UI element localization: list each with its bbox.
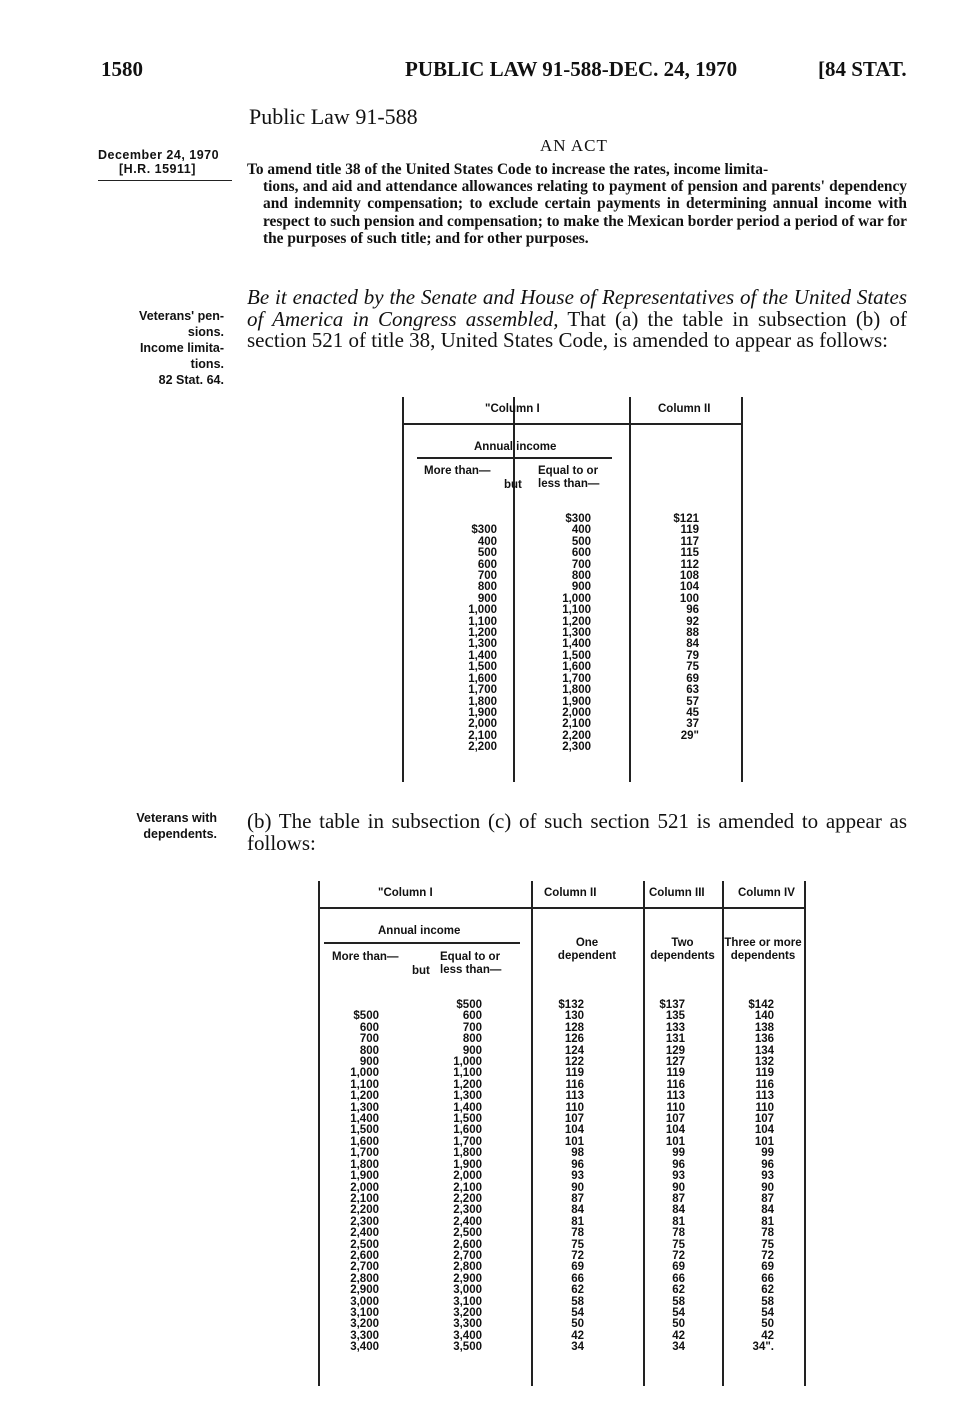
subsection-b: (b) The table in subsection (c) of such section 521 is amended to appear as follows: <box>247 809 907 855</box>
table-a-col-divider-2 <box>629 397 631 782</box>
table-b-two-dependents: Two dependents <box>650 937 715 962</box>
table-b-col1-header: "Column I <box>378 887 433 899</box>
table-b-annual-income: Annual income <box>378 925 461 937</box>
table-a-annual-income: Annual income <box>474 441 557 453</box>
table-b-income-rule <box>324 942 520 944</box>
purpose-continuation: tions, and aid and attendance allowances relating to payment of pension and parents' dependency and indemnity compensation; to exclude certain payments in determining annual income with respect to such pension and compensation; to make the Mexican border period a period of war for the purposes of such title; and for other purposes. <box>263 178 907 247</box>
margin-veterans-dependents: Veterans with dependents. <box>136 811 217 841</box>
enacting-clause <box>247 287 907 352</box>
margin-rule <box>98 180 232 181</box>
table-b-col3-header: Column III <box>649 887 705 899</box>
table-b-more-than: More than— <box>332 951 399 963</box>
table-b-col4-header: Column IV <box>738 887 795 899</box>
table-b-col2-values: $132 130 128 126 124 122 119 116 113 110 107 104 101 98 96 93 90 87 84 81 78 75 72 69 66 62 58 54 50 42 34 <box>558 999 584 1354</box>
table-b-col3-values: $137 135 133 131 129 127 119 116 113 110 107 104 101 99 96 93 90 87 84 81 78 75 72 69 66 62 58 54 50 42 34 <box>659 999 685 1354</box>
table-a-more-than-values: $300 400 500 600 700 800 900 1,000 1,100 1,200 1,300 1,400 1,500 1,600 1,700 1,800 1,900 2,000 2,100 2,200 <box>468 524 497 754</box>
table-b-one-dependent: One dependent <box>557 937 617 962</box>
table-b-col2-header: Column II <box>544 887 597 899</box>
table-b-equal-to: Equal to or less than— <box>440 951 502 976</box>
act-purpose <box>247 161 907 247</box>
table-a-right-border <box>741 397 743 782</box>
table-b-header-rule <box>318 907 806 909</box>
table-b-right-border <box>804 881 806 1386</box>
table-a-col-divider <box>513 397 515 782</box>
table-b <box>318 881 806 1386</box>
running-title: PUBLIC LAW 91-588-DEC. 24, 1970 <box>405 57 738 81</box>
enacting-text: That (a) the table in subsection (b) of section 521 of title 38, United States Code, is amended to appear as follows: <box>247 306 907 352</box>
enacting-italic: Be it enacted by the Senate and House of Representatives of the United States of America in Congress assembled, <box>247 285 907 331</box>
table-b-left-border <box>318 881 320 1386</box>
table-b-but: but <box>412 965 430 977</box>
table-b-three-dependents: Three or more dependents <box>724 937 802 962</box>
table-a-less-than-values: $300 400 500 600 700 800 900 1,000 1,100 1,200 1,300 1,400 1,500 1,600 1,700 1,800 1,900 2,000 2,100 2,200 2,300 <box>562 513 591 754</box>
table-a-but: but <box>504 479 522 491</box>
table-a-more-than: More than— <box>424 465 491 477</box>
margin-veterans-pensions: Veterans' pen- sions. Income limita- tions. 82 Stat. 64. <box>139 309 224 387</box>
table-a-col2-header: Column II <box>658 403 711 415</box>
margin-bill-number: [H.R. 15911] <box>119 162 196 176</box>
page-number: 1580 <box>101 57 143 81</box>
table-a-col1-header: "Column I <box>485 403 540 415</box>
stat-reference: [84 STAT. <box>818 57 907 81</box>
table-a-income-rule <box>417 457 612 459</box>
table-a-header-rule <box>402 423 743 425</box>
table-a <box>402 397 743 782</box>
margin-date: December 24, 1970 <box>98 148 220 162</box>
table-a-equal-to: Equal to or less than— <box>538 465 600 490</box>
table-a-left-border <box>402 397 404 782</box>
table-a-col2-values: $121 119 117 115 112 108 104 100 96 92 88 84 79 75 69 63 57 45 37 29" <box>673 513 699 742</box>
act-label: AN ACT <box>540 136 608 155</box>
purpose-first-line: To amend title 38 of the United States Code to increase the rates, income limita- <box>247 161 769 178</box>
table-b-more-than-values: $500 600 700 800 900 1,000 1,100 1,200 1,300 1,400 1,500 1,600 1,700 1,800 1,900 2,000 2,100 2,200 2,300 2,400 2,500 2,600 2,700 2,800 2,900 3,000 3,100 3,200 3,300 3,400 <box>350 1010 379 1354</box>
table-b-col4-values: $142 140 138 136 134 132 119 116 113 110 107 104 101 99 96 93 90 87 84 81 78 75 72 69 66 62 58 54 50 42 34". <box>748 999 774 1354</box>
law-title: Public Law 91-588 <box>249 104 418 129</box>
table-b-less-than-values: $500 600 700 800 900 1,000 1,100 1,200 1,300 1,400 1,500 1,600 1,700 1,800 1,900 2,000 2,100 2,200 2,300 2,400 2,500 2,600 2,700 2,800 2,900 3,000 3,100 3,200 3,300 3,400 3,500 <box>453 999 482 1354</box>
